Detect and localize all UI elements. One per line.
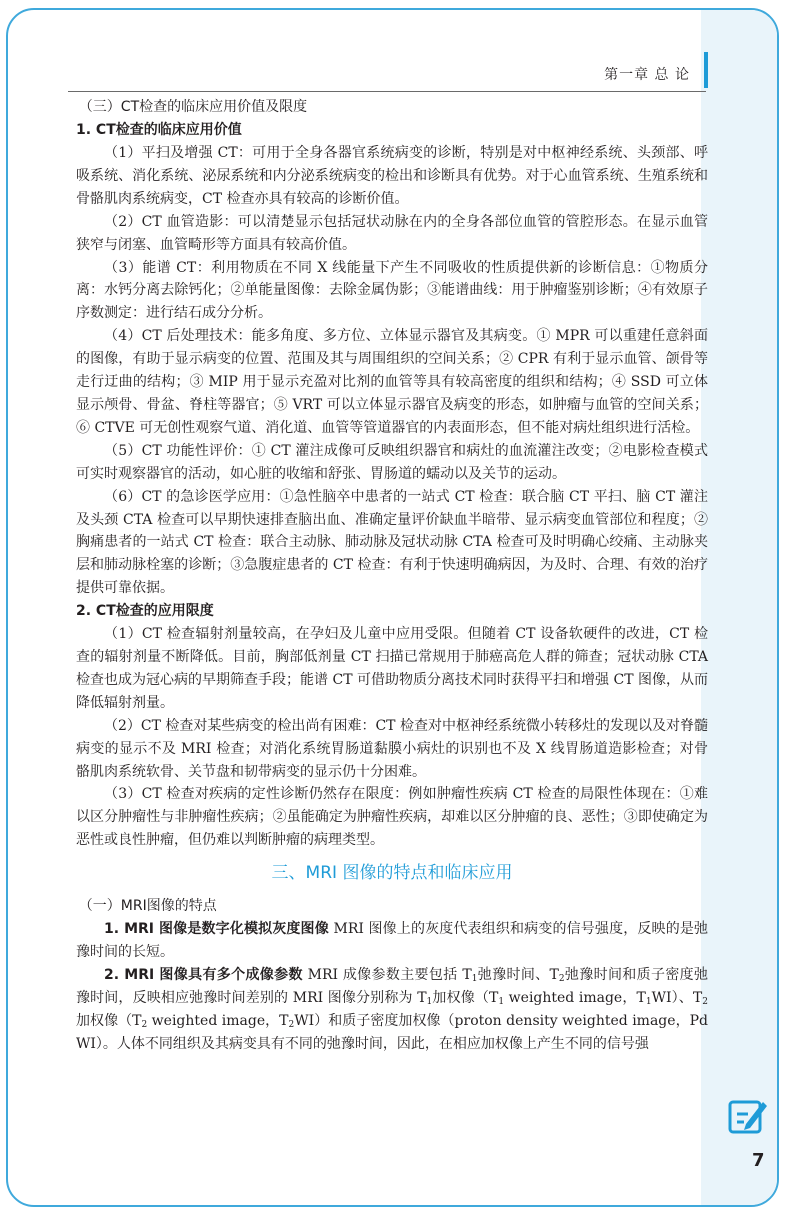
note-edit-icon <box>728 1096 768 1136</box>
paragraph-mri-2 <box>76 964 708 1056</box>
paragraph: （1）CT 检查辐射剂量较高，在孕妇及儿童中应用受限。但随着 CT 设备软硬件的改进，CT 检查的辐射剂量不断降低。目前，胸部低剂量 CT 扫描已常规用于肺癌高危人群的筛查；冠状动脉 CTA 检查也成为冠心病的早期筛查手段；能谱 CT 可借助物质分离技术同时获得平扫和增强 CT 图像，从而降低辐射剂量。 <box>76 626 708 711</box>
page-content <box>76 96 708 1056</box>
paragraph-mri-1 <box>76 918 708 964</box>
subscript: 1 <box>498 996 505 1007</box>
text-run: MRI 成像参数主要包括 T <box>307 967 472 983</box>
paragraph: （2）CT 检查对某些病变的检出尚有困难：CT 检查对中枢神经系统微小转移灶的发现以及对脊髓病变的显示不及 MRI 检查；对消化系统胃肠道黏膜小病灶的识别也不及 X 线胃肠道造影检查；对骨骼肌肉系统软骨、关节盘和韧带病变的显示仍十分困难。 <box>76 717 708 780</box>
lead-heading: 1. MRI 图像是数字化模拟灰度图像 <box>104 921 329 938</box>
heading-ct-value: 1. CT检查的临床应用价值 <box>76 122 242 138</box>
subscript: 2 <box>141 1019 148 1030</box>
text-run: WI）、T <box>651 989 703 1006</box>
text-run: weighted image，T <box>504 989 646 1006</box>
subscript: 2 <box>558 974 565 984</box>
text-run: 加权像（T <box>76 1012 142 1029</box>
subscript: 1 <box>426 996 433 1007</box>
subsection-heading-mri: （一）MRI图像的特点 <box>78 898 217 915</box>
subsection-heading-ct: （三）CT检查的临床应用价值及限度 <box>78 99 308 115</box>
subscript: 1 <box>645 996 652 1007</box>
paragraph: （5）CT 功能性评价：① CT 灌注成像可反映组织器官和病灶的血流灌注改变；②电影检查模式可实时观察器官的活动，如心脏的收缩和舒张、胃肠道的蠕动以及关节的运动。 <box>76 442 708 482</box>
heading-ct-limit: 2. CT检查的应用限度 <box>76 603 214 620</box>
section-heading-mri: 三、MRI 图像的特点和临床应用 <box>271 863 513 884</box>
paragraph: （6）CT 的急诊医学应用：①急性脑卒中患者的一站式 CT 检查：联合脑 CT 平扫、脑 CT 灌注及头颈 CTA 检查可以早期快速排查脑出血、准确定量评价缺血半暗带、显示病变血管部位和程度；②胸痛患者的一站式 CT 检查：联合主动脉、肺动脉及冠状动脉 CTA 检查可及时明确心绞痛、主动脉夹层和肺动脉栓塞的诊断；③急腹症患者的 CT 检查：有利于快速明确病因，为及时、合理、有效的治疗提供可靠依据。 <box>76 488 708 597</box>
subscript: 2 <box>702 996 709 1007</box>
text-run: 加权像（T <box>432 989 499 1006</box>
text-run: weighted image，T <box>147 1012 289 1029</box>
subscript: 2 <box>288 1019 295 1030</box>
text-run: 弛豫时间、T <box>477 967 559 983</box>
text-run: WI）和质子密度加权像（proton density weighted image，PdWI）。人体不同组织及其病变具有不同的弛豫时间，因此，在相应加权像上产生不同的信号强 <box>76 1012 708 1052</box>
paragraph-text: MRI 图像上的灰度代表组织和病变的信号强度，反映的是弛豫时间的长短。 <box>76 921 709 961</box>
side-strip <box>701 10 777 1205</box>
page-number: 7 <box>752 1150 765 1171</box>
chapter-title: 第一章 总 论 <box>604 67 690 83</box>
paragraph: （4）CT 后处理技术：能多角度、多方位、立体显示器官及其病变。① MPR 可以重建任意斜面的图像，有助于显示病变的位置、范围及其与周围组织的空间关系；② CPR 有利于显示血管、颌骨等走行迂曲的结构；③ MIP 用于显示充盈对比剂的血管等具有较高密度的组织和结构；④ SSD 可立体显示颅骨、骨盆、脊柱等器官；⑤ VRT 可以立体显示器官及病变的形态，如肿瘤与血管的空间关系；⑥ CTVE 可无创性观察气道、消化道、血管等管道器官的内表面形态，但不能对病灶组织进行活检。 <box>76 328 708 436</box>
paragraph: （3）CT 检查对疾病的定性诊断仍然存在限度：例如肿瘤性疾病 CT 检查的局限性体现在：①难以区分肿瘤性与非肿瘤性疾病；②虽能确定为肿瘤性疾病，却难以区分肿瘤的良、恶性；③即使确定为恶性或良性肿瘤，但仍难以判断肿瘤的病理类型。 <box>76 786 708 849</box>
paragraph: （3）能谱 CT：利用物质在不同 X 线能量下产生不同吸收的性质提供新的诊断信息：①物质分离：水钙分离去除钙化；②单能量图像：去除金属伪影；③能谱曲线：用于肿瘤鉴别诊断；④有效原子序数测定：进行结石成分分析。 <box>76 259 708 322</box>
text-run: 弛豫时间和质子密度弛豫时间，反映相应弛豫时间差别的 MRI 图像分别称为 T <box>76 967 708 1006</box>
lead-heading: 2. MRI 图像具有多个成像参数 <box>104 967 303 983</box>
paragraph: （1）平扫及增强 CT：可用于全身各器官系统病变的诊断，特别是对中枢神经系统、头颈部、呼吸系统、消化系统、泌尿系统和内分泌系统病变的检出和诊断具有优势。对于心血管系统、生殖系统和骨骼肌肉系统病变，CT 检查亦具有较高的诊断价值。 <box>76 145 708 207</box>
header-accent-bar <box>704 52 708 88</box>
running-header <box>68 55 706 92</box>
subscript: 1 <box>471 974 478 984</box>
paragraph: （2）CT 血管造影：可以清楚显示包括冠状动脉在内的全身各部位血管的管腔形态。在显示血管狭窄与闭塞、血管畸形等方面具有较高价值。 <box>76 213 708 253</box>
